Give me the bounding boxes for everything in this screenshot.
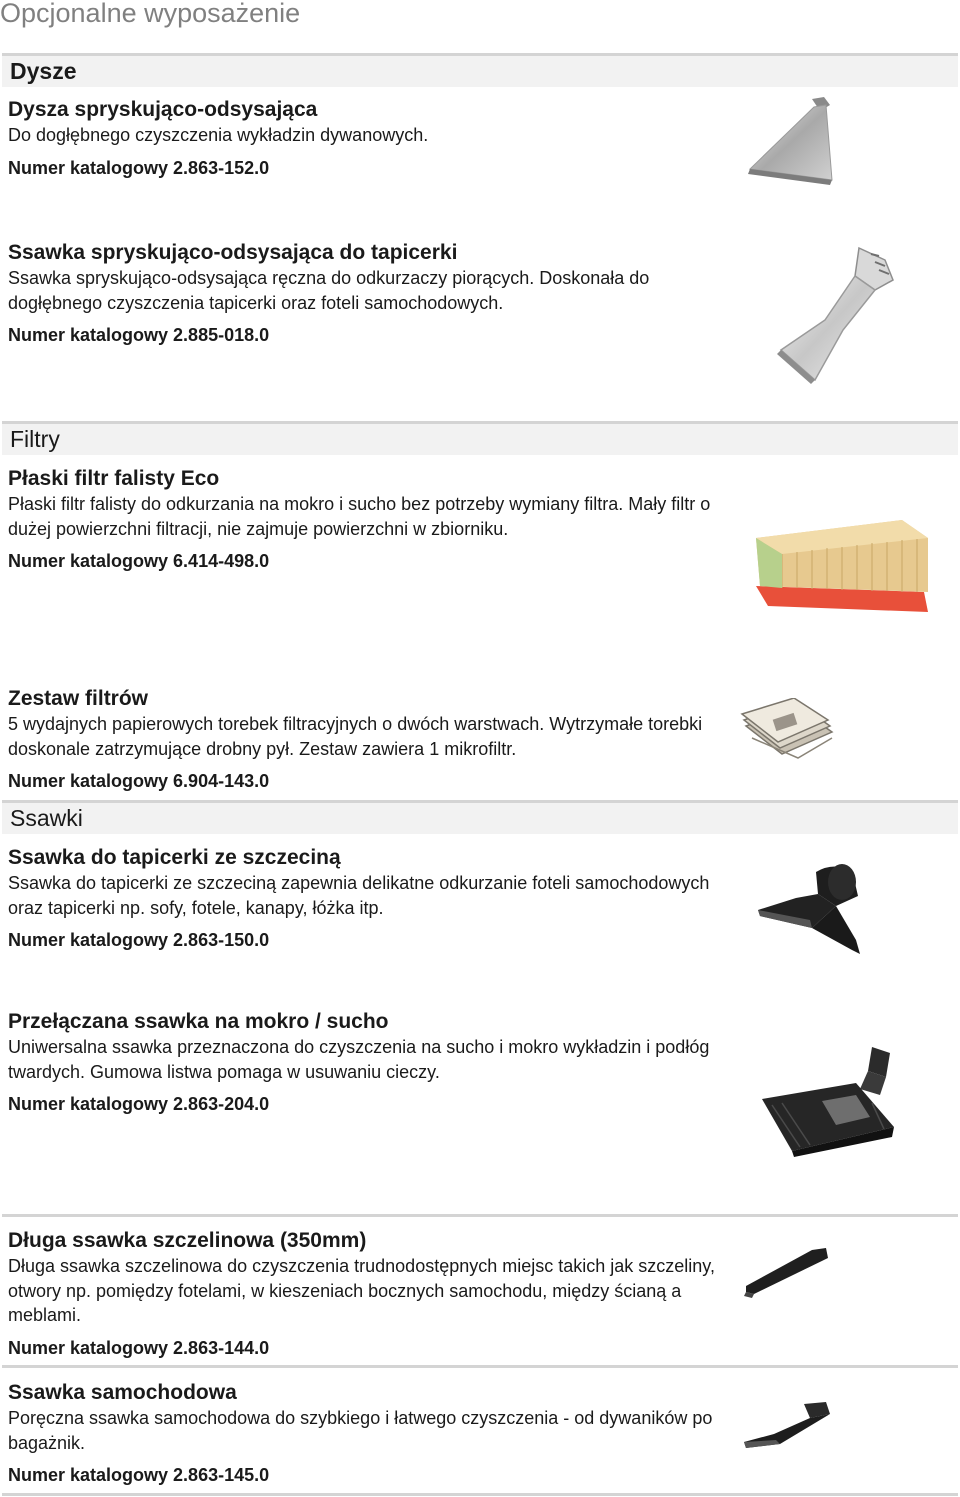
item-title: Ssawka samochodowa — [8, 1381, 237, 1404]
item-title: Zestaw filtrów — [8, 687, 149, 710]
item-catalog-number: Numer katalogowy 2.863-204.0 — [8, 1094, 270, 1114]
filter-bags-icon — [738, 698, 838, 763]
list-item-upholstery-brush-nozzle — [8, 845, 728, 952]
page-title: Opcjonalne wyposażenie — [0, 0, 301, 28]
list-item-filter-bags — [8, 686, 728, 793]
item-description: 5 wydajnych papierowych torebek filtracyjnych o dwóch warstwach. Wytrzymałe torebki doskonale zatrzymujące drobny pył. Zestaw zawiera 1 mikrofiltr. — [8, 714, 703, 759]
item-description: Ssawka spryskująco-odsysająca ręczna do odkurzaczy piorących. Doskonała do dogłębnego czyszczenia tapicerki oraz foteli samochodowych. — [8, 268, 650, 313]
list-item-long-crevice-nozzle — [8, 1228, 728, 1360]
item-catalog-number: Numer katalogowy 6.904-143.0 — [8, 771, 270, 791]
item-title: Długa ssawka szczelinowa (350mm) — [8, 1229, 367, 1252]
list-item-upholstery-spray-nozzle — [8, 240, 728, 347]
item-description: Długa ssawka szczelinowa do czyszczenia trudnodostępnych miejsc takich jak szczeliny, otwory np. pomiędzy fotelami, w kieszeniach bocznych samochodu, między ścianą a meblami. — [8, 1256, 715, 1325]
item-description: Ssawka do tapicerki ze szczeciną zapewnia delikatne odkurzanie foteli samochodowych oraz tapicerki np. sofy, fotele, kanapy, łóżka itp. — [8, 873, 710, 918]
spray-extraction-nozzle-icon — [740, 95, 850, 190]
item-title: Płaski filtr falisty Eco — [8, 467, 220, 490]
item-title: Ssawka do tapicerki ze szczeciną — [8, 846, 341, 869]
item-title: Dysza spryskująco-odsysająca — [8, 98, 318, 121]
car-nozzle-icon — [740, 1400, 835, 1455]
item-catalog-number: Numer katalogowy 6.414-498.0 — [8, 551, 270, 571]
item-catalog-number: Numer katalogowy 2.863-145.0 — [8, 1465, 270, 1485]
item-description: Płaski filtr falisty do odkurzania na mokro i sucho bez potrzeby wymiany filtra. Mały filtr o dużej powierzchni filtracji, nie zajmuje powierzchni w zbiorniku. — [8, 494, 711, 539]
item-catalog-number: Numer katalogowy 2.863-150.0 — [8, 930, 270, 950]
upholstery-spray-nozzle-icon — [775, 240, 905, 385]
item-catalog-number: Numer katalogowy 2.863-152.0 — [8, 157, 270, 178]
divider — [2, 1493, 958, 1496]
item-catalog-number: Numer katalogowy 2.885-018.0 — [8, 325, 270, 345]
upholstery-brush-nozzle-icon — [752, 858, 867, 958]
item-title: Ssawka spryskująco-odsysająca do tapicerki — [8, 241, 458, 264]
list-item-flat-pleated-filter — [8, 466, 728, 573]
section-header-ssawki: Ssawki — [2, 800, 958, 834]
wet-dry-floor-nozzle-icon — [752, 1043, 902, 1158]
list-item-wet-dry-floor-nozzle — [8, 1009, 728, 1116]
long-crevice-nozzle-icon — [742, 1248, 832, 1300]
item-description: Uniwersalna ssawka przeznaczona do czyszczenia na sucho i mokro wykładzin i podłóg twardych. Gumowa listwa pomaga w usuwaniu cieczy. — [8, 1037, 710, 1082]
section-header-filtry: Filtry — [2, 421, 958, 455]
divider — [2, 1365, 958, 1368]
item-title: Przełączana ssawka na mokro / sucho — [8, 1010, 389, 1033]
section-header-dysze: Dysze — [2, 53, 958, 87]
item-description: Poręczna ssawka samochodowa do szybkiego i łatwego czyszczenia - od dywaników po bagażnik. — [8, 1408, 713, 1453]
list-item-car-nozzle — [8, 1380, 728, 1487]
item-description: Do dogłębnego czyszczenia wykładzin dywanowych. — [8, 125, 429, 145]
divider — [2, 1214, 958, 1217]
list-item-spray-extraction-nozzle — [8, 97, 728, 180]
flat-pleated-filter-icon — [752, 508, 932, 618]
item-catalog-number: Numer katalogowy 2.863-144.0 — [8, 1337, 270, 1358]
